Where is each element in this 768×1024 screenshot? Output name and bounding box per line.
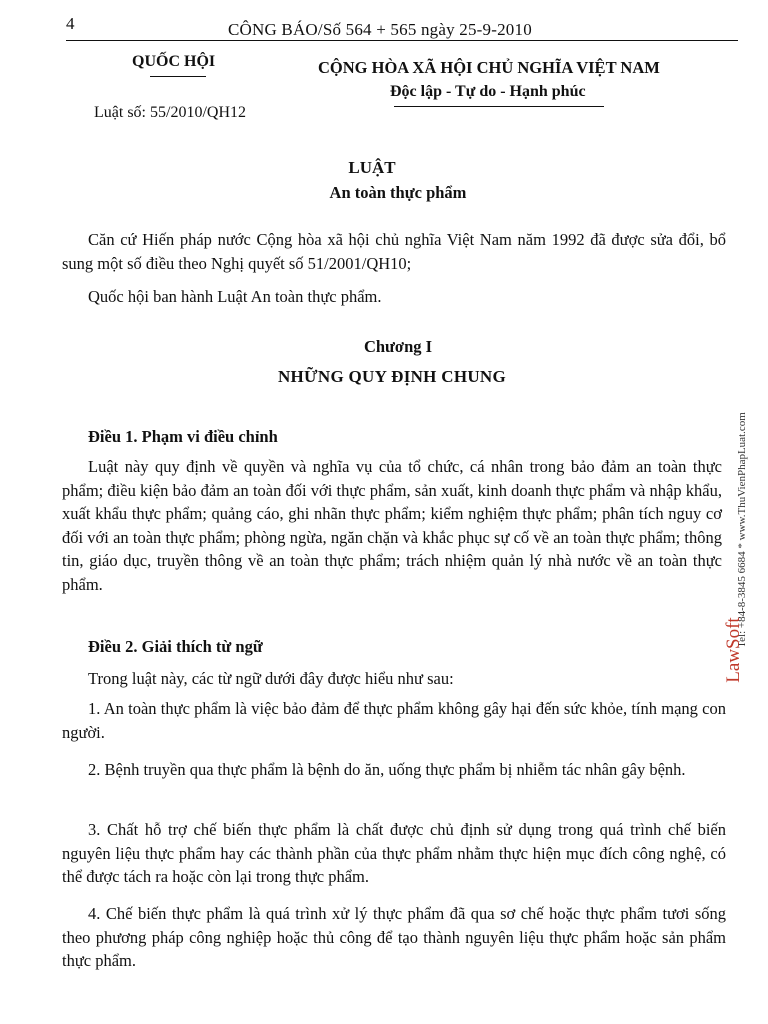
national-motto: Độc lập - Tự do - Hạnh phúc bbox=[390, 83, 586, 100]
document-title: An toàn thực phẩm bbox=[329, 183, 467, 202]
watermark-text: Tel: +84-8-3845 6684 * www.ThuVienPhapLuat.com bbox=[736, 412, 748, 648]
chapter-name: NHỮNG QUY ĐỊNH CHUNG bbox=[277, 367, 507, 386]
republic-name: CỘNG HÒA XÃ HỘI CHỦ NGHĨA VIỆT NAM bbox=[318, 58, 660, 77]
preamble-paragraph: Căn cứ Hiến pháp nước Cộng hòa xã hội chủ nghĩa Việt Nam năm 1992 đã được sửa đổi, bổ sung một số điều theo Nghị quyết số 51/2001/QH10; bbox=[62, 230, 726, 273]
law-number: Luật số: 55/2010/QH12 bbox=[94, 104, 246, 121]
header-rule bbox=[66, 40, 738, 41]
preamble-paragraph: Quốc hội ban hành Luật An toàn thực phẩm. bbox=[88, 287, 382, 306]
article-2-item: 4. Chế biến thực phẩm là quá trình xử lý thực phẩm đã qua sơ chế hoặc thực phẩm tươi sống theo phương pháp công nghiệp hoặc thủ công để tạo thành nguyên liệu thực phẩm hoặc sản phẩm thực phẩm. bbox=[62, 904, 726, 970]
article-1-text: Luật này quy định về quyền và nghĩa vụ của tổ chức, cá nhân trong bảo đảm an toàn thực phẩm; điều kiện bảo đảm an toàn đối với thực phẩm, sản xuất, kinh doanh thực phẩm và nhập khẩu, xuất khẩu thực phẩm; quảng cáo, ghi nhãn thực phẩm; kiểm nghiệm thực phẩm; phân tích nguy cơ đối với an toàn thực phẩm; phòng ngừa, ngăn chặn và khắc phục sự cố về an toàn thực phẩm; thông tin, giáo dục, truyền thông về an toàn thực phẩm; trách nhiệm quản lý nhà nước về an toàn thực phẩm. bbox=[62, 457, 722, 594]
article-2-item: 1. An toàn thực phẩm là việc bảo đảm để thực phẩm không gây hại đến sức khỏe, tính mạng con người. bbox=[62, 699, 726, 742]
issuer-org: QUỐC HỘI bbox=[132, 53, 216, 70]
article-2-intro: Trong luật này, các từ ngữ dưới đây được hiểu như sau: bbox=[88, 669, 454, 688]
watermark bbox=[722, 330, 762, 730]
motto-underline bbox=[394, 106, 604, 107]
gazette-header: CÔNG BÁO/Số 564 + 565 ngày 25-9-2010 bbox=[228, 20, 532, 39]
article-2-heading: Điều 2. Giải thích từ ngữ bbox=[88, 637, 263, 656]
article-2-item: 3. Chất hỗ trợ chế biến thực phẩm là chất được chủ định sử dụng trong quá trình chế biến nguyên liệu thực phẩm hay các thành phần của thực phẩm nhằm thực hiện mục đích công nghệ, có thể được tách ra hoặc còn lại trong thực phẩm. bbox=[62, 820, 726, 886]
article-1-heading: Điều 1. Phạm vi điều chỉnh bbox=[88, 427, 278, 446]
chapter-label: Chương I bbox=[363, 337, 433, 356]
document-type: LUẬT bbox=[348, 158, 396, 177]
article-2-item: 2. Bệnh truyền qua thực phẩm là bệnh do ăn, uống thực phẩm bị nhiễm tác nhân gây bệnh. bbox=[88, 760, 686, 779]
page-number: 4 bbox=[66, 14, 75, 33]
watermark-logo: LawSoft bbox=[723, 617, 744, 683]
issuer-underline bbox=[150, 76, 206, 77]
